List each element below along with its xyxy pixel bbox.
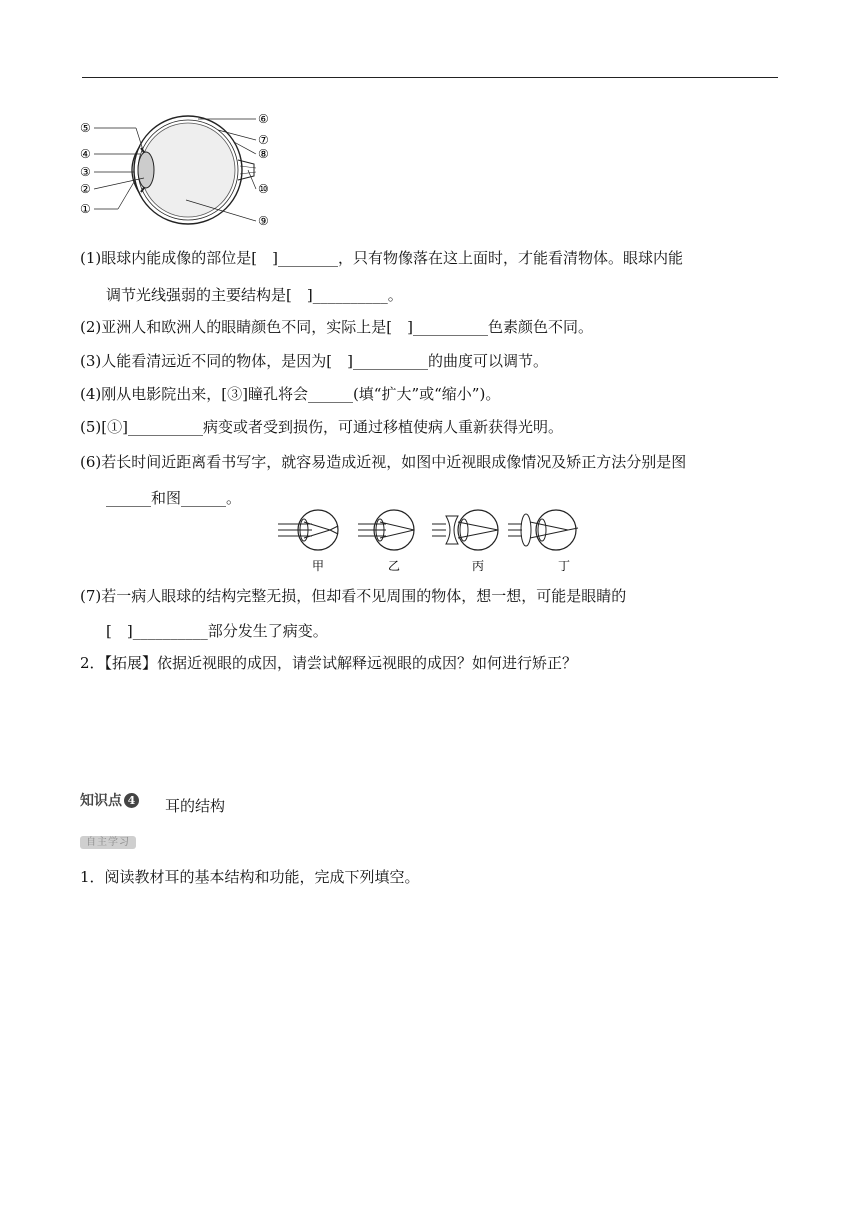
myopia-lens-figures [272, 508, 592, 574]
eye-label-8: ⑧ [258, 147, 269, 161]
figure-label-yi: 乙 [388, 559, 401, 573]
header-rule [82, 77, 778, 78]
figure-ding [508, 510, 578, 550]
question-7-line-1: (7)若一病人眼球的结构完整无损，但却看不见周围的物体，想一想，可能是眼睛的 [80, 587, 627, 605]
badge-number: 4 [124, 793, 139, 808]
figure-jia [278, 510, 338, 550]
knowledge-point-badge [80, 790, 139, 810]
question-1-line-1: (1)眼球内能成像的部位是[ ]________，只有物像落在这上面时，才能看清物体。眼球内能 [80, 249, 683, 267]
eye-label-3: ③ [80, 165, 91, 179]
question-2: (2)亚洲人和欧洲人的眼睛颜色不同，实际上是[ ]__________色素颜色不同。 [80, 318, 593, 336]
figure-label-ding: 丁 [558, 559, 571, 573]
eye-label-6: ⑥ [258, 112, 269, 126]
eye-label-7: ⑦ [258, 133, 269, 147]
question-3: (3)人能看清远近不同的物体，是因为[ ]__________的曲度可以调节。 [80, 352, 548, 370]
eye-label-2: ② [80, 182, 91, 196]
question-5: (5)[①]__________病变或者受到损伤，可通过移植使病人重新获得光明。 [80, 418, 563, 436]
question-6-line-2: ______和图______。 [106, 489, 242, 507]
self-study-tag: 自主学习 [80, 836, 136, 849]
eye-label-9: ⑨ [258, 214, 269, 228]
eye-label-1: ① [80, 202, 91, 216]
figure-label-jia: 甲 [312, 559, 325, 573]
eye-label-4: ④ [80, 147, 91, 161]
question-6-line-1: (6)若长时间近距离看书写字，就容易造成近视，如图中近视眼成像情况及矫正方法分别是图 [80, 453, 687, 471]
question-7-line-2: [ ]__________部分发生了病变。 [106, 622, 328, 640]
figure-label-bing: 丙 [472, 559, 485, 573]
eye-label-5: ⑤ [80, 121, 91, 135]
figure-bing [432, 510, 498, 550]
badge-text: 知识点 [80, 793, 122, 809]
section-item-1: 1．阅读教材耳的基本结构和功能，完成下列填空。 [80, 868, 420, 886]
question-4: (4)刚从电影院出来，[③]瞳孔将会______(填“扩大”或“缩小”)。 [80, 385, 501, 403]
section-title: 耳的结构 [165, 797, 226, 815]
question-1-line-2: 调节光线强弱的主要结构是[ ]__________。 [106, 286, 403, 304]
figure-yi [358, 510, 414, 550]
extension-question: 2．【拓展】依据近视眼的成因，请尝试解释远视眼的成因？如何进行矫正？ [80, 654, 578, 672]
eye-label-10: ⑩ [258, 182, 269, 196]
eye-structure-diagram [78, 108, 278, 230]
